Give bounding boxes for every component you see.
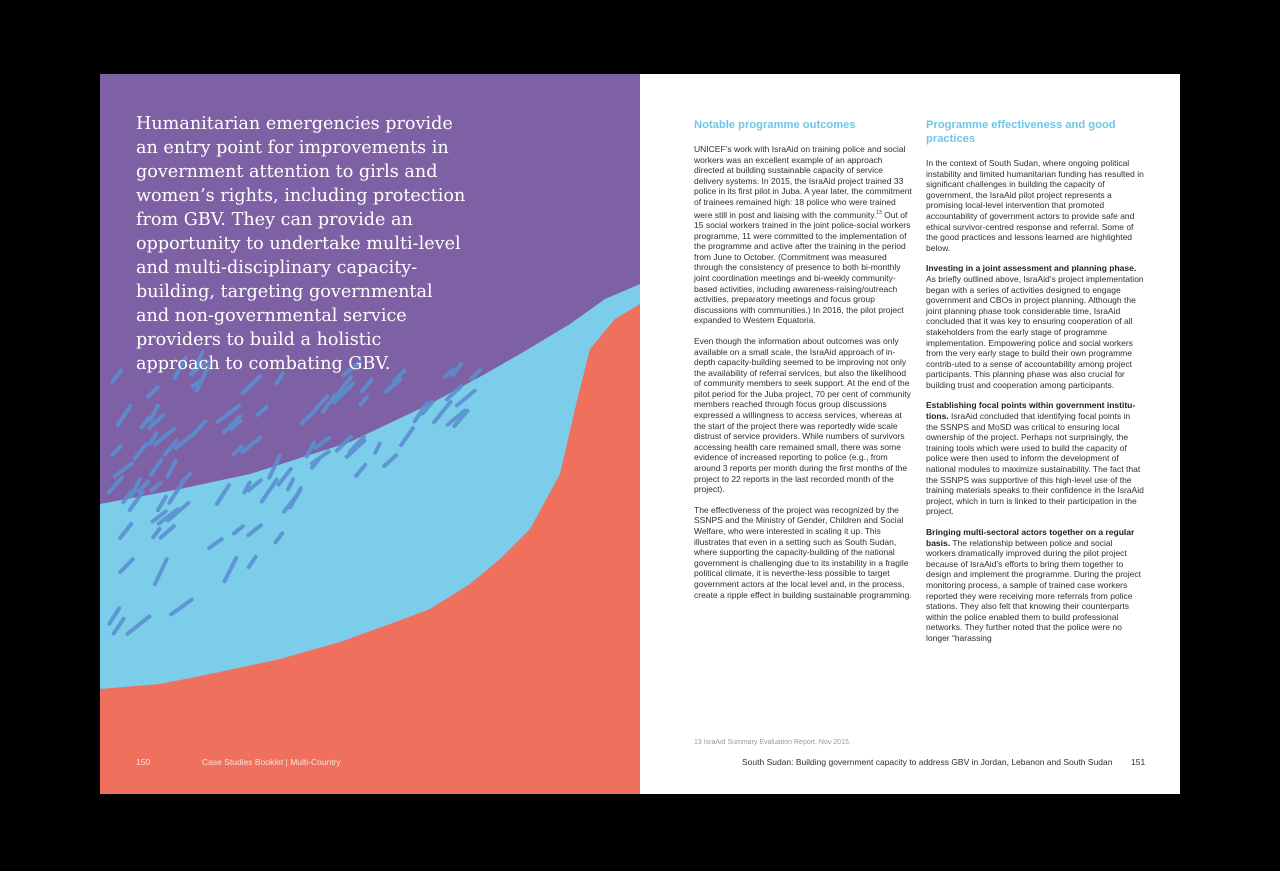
brush-stroke bbox=[167, 461, 175, 477]
left-page bbox=[100, 74, 640, 794]
practice-text: As briefly outlined above, IsraAid’s project implementation began with a series of activities designed to engage government and CBOs in project planning. Although the joint planning phase took considerable time, IsraAid concluded that it was key to ensuring cooperation of all stakeholders from the early stage of programme implementation. Empowering police and social workers from the very early stage to build their own programme contrib-uted to a sense of accountability among project participants. This planning phase was also crucial for building trust and cooperation among participants. bbox=[926, 273, 1144, 390]
brush-stroke bbox=[152, 483, 161, 490]
practice-title: Establishing focal points within government institu-tions. bbox=[926, 400, 1136, 422]
practice-title: Investing in a joint assessment and planning phase. bbox=[926, 263, 1137, 274]
footnote: 13 IsraAid Summary Evaluation Report, Nov 2015. bbox=[694, 739, 851, 746]
brush-stroke bbox=[242, 437, 260, 452]
brush-stroke bbox=[182, 474, 191, 483]
brush-stroke bbox=[151, 460, 161, 475]
brush-stroke bbox=[112, 371, 121, 382]
brush-stroke bbox=[118, 406, 131, 425]
brush-stroke bbox=[142, 418, 149, 427]
column-two bbox=[926, 118, 1144, 654]
outcomes-paragraph-3: The effectiveness of the project was recognized by the SSNPS and the Ministry of Gender, Children and Social Welfare, who were interested in scaling it up. This illustrates that even in a setting such as South Sudan, where supporting the capacity-building of the national government is challenging due to its instability in a fragile political climate, it is neverthe-less possible to target government actors at the local level and, in the process, create a ripple effect in building sustainable programming. bbox=[694, 504, 912, 600]
heading-effectiveness: Programme effectiveness and good practices bbox=[926, 119, 1116, 145]
page-number-right: 151 bbox=[1131, 757, 1146, 767]
brush-stroke bbox=[192, 421, 205, 435]
book-spread bbox=[100, 74, 1180, 794]
brush-stroke bbox=[243, 377, 261, 394]
brush-stroke bbox=[112, 446, 121, 455]
brush-stroke bbox=[155, 429, 174, 444]
brush-stroke bbox=[257, 407, 266, 415]
brush-stroke bbox=[135, 444, 147, 459]
outcomes-paragraph-1-text: UNICEF’s work with IsraAid on training police and social workers was an excellent example of an approach directed at building sustainable capacity of service delivery systems. In 2015, the IsraAid project trained 33 police in its first pilot in Juba. A year later, the commitment of trainees remained high: 18 police who were trained were still in post and liaising with the community. bbox=[694, 144, 912, 220]
practice-multi-sectoral bbox=[926, 527, 1144, 644]
brush-stroke bbox=[234, 447, 242, 455]
page-number-left: 150 bbox=[136, 757, 151, 767]
outcomes-paragraph-1-continued: Out of 15 social workers trained in the joint police-social workers programme, 11 were committed to the implementation of the programme and active after the training in the period from June to October. (Commitment was measured through the consistency of presence to both bi-monthly joint coordination meetings and bi-weekly community-based activities, including awareness-raising/outreach activities, preparatory meetings and focus group discussions with communities.) In 2016, the pilot project expanded to Western Equatoria. bbox=[694, 209, 911, 326]
practice-text: IsraAid concluded that identifying focal points in the SSNPS and MoSD was critical to ensuring local ownership of the project. Perhaps not surprisingly, the training tools which were used to build the capacity of police were then used to inform the development of national modules to maximize sustainability. The fact that the SSNPS was supportive of this high-level use of the training materials speaks to their confidence in the IsraAid project, which in turn is linked to their participation in the project. bbox=[926, 411, 1144, 517]
running-title-right: South Sudan: Building government capacity to address GBV in Jordan, Lebanon and South Sudan bbox=[742, 757, 1113, 767]
practice-title: Bringing multi-sectoral actors together on a regular basis. bbox=[926, 527, 1135, 548]
practice-joint-assessment bbox=[926, 263, 1144, 390]
right-page bbox=[640, 74, 1180, 794]
heading-notable-outcomes: Notable programme outcomes bbox=[694, 119, 856, 131]
column-one bbox=[694, 118, 912, 610]
pull-quote: Humanitarian emergencies provide an entry point for improvements in government attention to girls and women’s rights, including protection from GBV. They can provide an opportunity to undertake multi-level and multi-disciplinary capacity-building, targeting governmental and non-governmental service providers to build a holistic approach to combating GBV. bbox=[136, 114, 466, 374]
running-title-left: Case Studies Booklet | Multi-Country bbox=[202, 757, 341, 767]
brush-stroke bbox=[362, 380, 372, 392]
practice-focal-points bbox=[926, 400, 1144, 517]
outcomes-paragraph-2: Even though the information about outcomes was only available on a small scale, the IsraAid approach of in-depth capacity-building seemed to be improving not only the availability of referral services, but also the likelihood of community members to seek support. At the end of the pilot period for the Juba project, 70 per cent of community members reached through focus group discussions expressed a willingness to access services, whereas at the start of the project there was reportedly wide scale distrust of service providers. While numbers of survivors accessing health care remained small, there was some evidence of increased reporting to police (e.g., from around 3 reports per month during the first months of the project to 22 reports in the last recorded month of the project). bbox=[694, 335, 911, 495]
brush-stroke bbox=[176, 437, 190, 448]
brush-stroke bbox=[361, 397, 368, 405]
footnote-ref: 13 bbox=[876, 209, 882, 216]
brush-stroke bbox=[115, 464, 132, 477]
brush-stroke bbox=[302, 412, 314, 423]
brush-stroke bbox=[109, 477, 123, 492]
brush-stroke bbox=[148, 387, 158, 396]
effectiveness-intro: In the context of South Sudan, where ongoing political instability and limited humanitarian funding has resulted in significant challenges in building the capacity of government, the IsraAid pilot project represents a promising local-level intervention that promoted accountability of government actors to provide safe and ethical survivor-centred response and referral. Some of the good practices and lessons learned are highlighted below. bbox=[926, 158, 1144, 253]
outcomes-paragraph-1 bbox=[694, 144, 912, 326]
practice-text: The relationship between police and social workers dramatically improved during the pilot project because of IsraAid’s efforts to bring them together to design and implement the programme. During the project monitoring process, a sample of trained case workers reported they were receiving more referrals from police stations. They also felt that knowing their counterparts within the police enabled them to build professional networks. They further noted that the police were no longer “harassing bbox=[926, 537, 1141, 643]
brush-stroke bbox=[316, 438, 330, 448]
